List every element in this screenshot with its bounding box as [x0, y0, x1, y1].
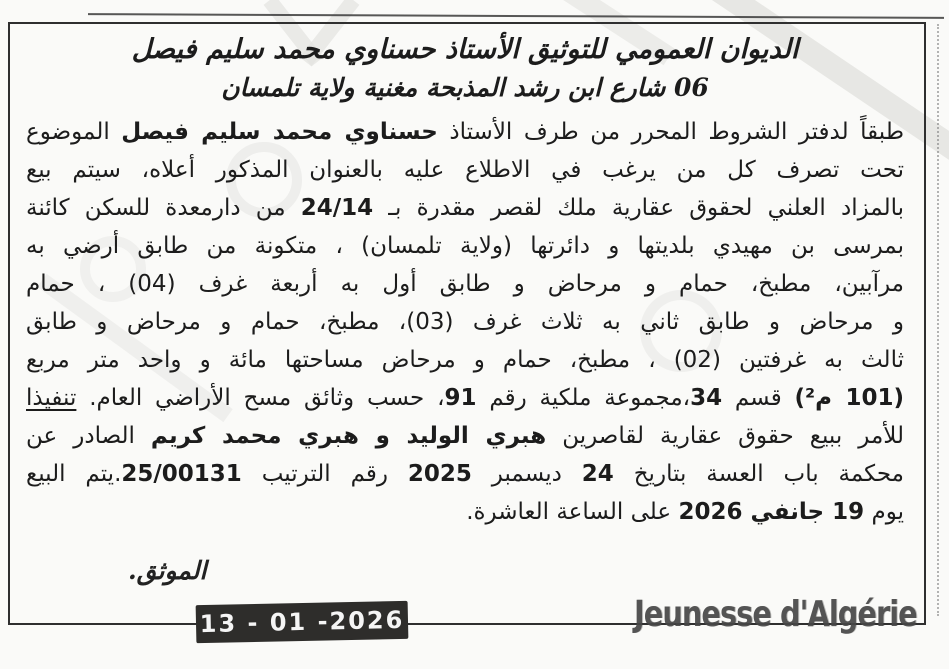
body-segment: بالمزاد العلني لحقوق عقارية ملك لقصر مقدرة بـ — [373, 195, 904, 221]
body-line — [26, 379, 904, 417]
body-segment: قسم — [722, 385, 795, 411]
body-segment: طبقاً لدفتر الشروط المحرر من طرف الأستاذ — [437, 119, 904, 145]
body-line — [26, 113, 904, 151]
body-text — [10, 105, 920, 531]
letterhead — [10, 32, 920, 105]
body-segment: 2025 — [407, 461, 472, 487]
body-line — [26, 227, 904, 265]
body-segment: تحت تصرف كل من يرغب في الاطلاع عليه بالعنوان المذكور أعلاه، سيتم بيع — [26, 157, 904, 183]
newspaper-logo: Jeunesse d'Algérie — [634, 594, 917, 636]
body-segment: من دارمعدة للسكن كائنة — [26, 195, 301, 221]
body-segment: تنفيذا — [26, 385, 77, 411]
date-stamp: 13 - 01 -2026 — [196, 601, 409, 643]
scan-artifact-right-line — [937, 24, 939, 616]
body-segment: محكمة باب العسة بتاريخ — [613, 461, 905, 487]
body-segment: هبري الوليد و هبري محمد كريم — [150, 423, 547, 449]
body-line — [26, 455, 904, 493]
body-segment: مرآبين، مطبخ، حمام و مرحاض و طابق أول به أربعة غرف (04) ، حمام — [26, 271, 904, 297]
body-line — [26, 303, 904, 341]
body-segment: حسناوي محمد سليم فيصل — [121, 119, 438, 145]
body-segment: رقم الترتيب — [241, 461, 408, 487]
body-line — [26, 417, 904, 455]
body-segment: على الساعة العاشرة. — [466, 499, 679, 525]
body-segment: 34 — [690, 385, 723, 411]
body-line — [26, 151, 904, 189]
body-segment: ، حسب وثائق مسح الأراضي العام. — [76, 385, 445, 411]
body-segment: (101 م²) — [794, 385, 904, 411]
notary-office-title: الديوان العمومي للتوثيق الأستاذ حسناوي محمد سليم فيصل — [131, 34, 799, 65]
body-line — [26, 341, 904, 379]
body-segment: .يتم البيع — [26, 461, 122, 487]
body-segment: ديسمبر — [471, 461, 582, 487]
body-segment: الصادر عن — [26, 423, 151, 449]
body-segment: 24/14 — [300, 195, 374, 221]
body-segment: 91 — [444, 385, 477, 411]
body-segment: ،مجموعة ملكية رقم — [476, 385, 691, 411]
notice-content — [10, 24, 920, 531]
body-segment: للأمر ببيع حقوق عقارية لقاصرين — [546, 423, 904, 449]
body-line — [26, 493, 904, 531]
body-segment: 24 — [581, 461, 614, 487]
body-line — [26, 189, 904, 227]
body-segment: و مرحاض و طابق ثاني به ثلاث غرف (03)، مطبخ، حمام و مرحاض و طابق — [26, 309, 905, 335]
body-segment: يوم — [864, 499, 904, 525]
signature-label: الموثق. — [128, 556, 207, 585]
body-segment: 19 جانفي 2026 — [678, 499, 865, 525]
body-segment: 25/00131 — [121, 461, 242, 487]
notary-office-address: 06 شارع ابن رشد المذبحة مغنية ولاية تلمسان — [221, 73, 709, 102]
body-segment: بمرسى بن مهيدي بلديتها و دائرتها (ولاية تلمسان) ، متكونة من طابق أرضي به — [26, 233, 904, 259]
body-segment: ثالث به غرفتين (02) ، مطبخ، حمام و مرحاض مساحتها مائة و واحد متر مربع — [26, 347, 904, 373]
body-line — [26, 265, 904, 303]
body-segment: الموضوع — [26, 119, 122, 145]
scan-artifact-top-line — [88, 13, 944, 19]
